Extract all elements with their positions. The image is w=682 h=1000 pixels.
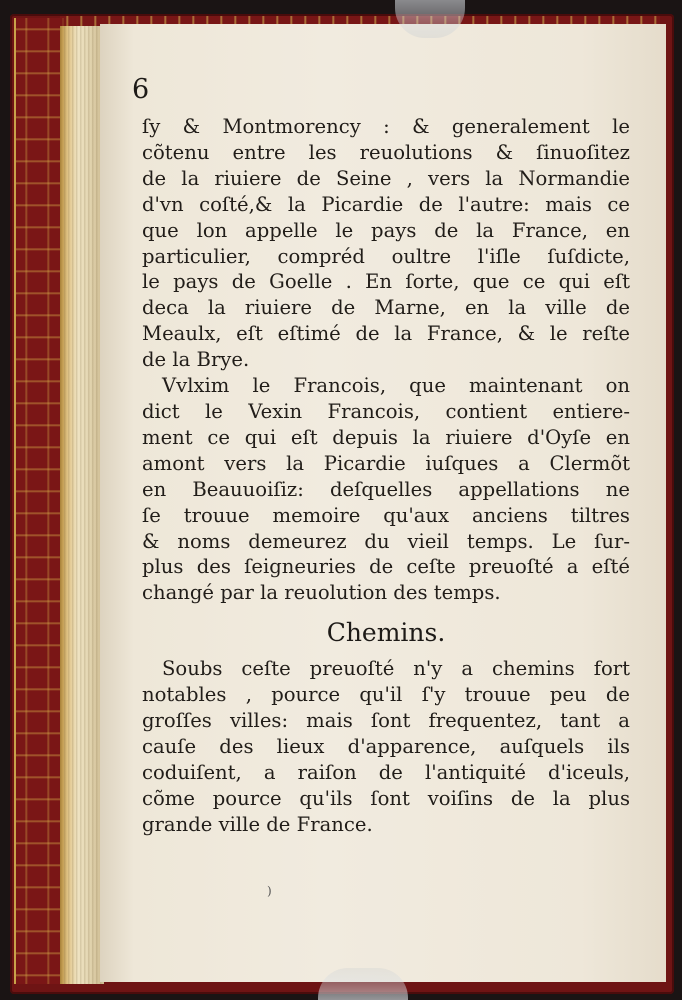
text-line: cõme pource qu'ils ſont voiſins de la plus: [142, 786, 630, 810]
text-line: deca la riuiere de Marne, en la ville de: [142, 296, 630, 320]
page-clip-bottom: [318, 968, 408, 1000]
text-line: le pays de Goelle . En ſorte, que ce qui eſt: [142, 270, 630, 294]
section-heading: Chemins.: [326, 618, 446, 648]
text-line: de la riuiere de Seine , vers la Normandie: [142, 166, 630, 190]
gilt-border-ornament: [14, 18, 64, 984]
text-line: d'vn coſté,& la Picardie de l'autre: mais ce: [142, 192, 630, 216]
text-line: Vvlxim le Francois, que maintenant on: [162, 374, 630, 398]
page-text: [142, 114, 630, 838]
text-line: grande ville de France.: [142, 812, 373, 836]
text-line: changé par la reuolution des temps.: [142, 581, 501, 605]
text-line: cõtenu entre les reuolutions & ſinuoſitez: [142, 140, 630, 164]
text-line: de la Brye.: [142, 348, 250, 372]
text-line: ſy & Montmorency : & generalement le: [142, 115, 630, 138]
text-line: groſſes villes: mais ſont frequentez, tant a: [142, 709, 630, 733]
text-line: ſe trouue memoire qu'aux anciens tiltres: [142, 503, 630, 527]
text-line: & noms demeurez du vieil temps. Le ſur-: [142, 529, 630, 553]
paragraph-2: [142, 373, 630, 606]
text-line: notables , pource qu'il ſ'y trouue peu de: [142, 683, 630, 707]
text-line: Soubs ceſte preuoſté n'y a chemins fort: [162, 657, 630, 681]
paragraph-1: [142, 114, 630, 373]
text-line: en Beauuoiſiz: deſquelles appellations ne: [142, 477, 630, 501]
page-number: 6: [132, 74, 150, 105]
text-line: amont vers la Picardie iuſques a Clermõt: [142, 451, 630, 475]
text-line: particulier, compréd oultre l'iſle ſuſdicte,: [142, 244, 630, 268]
text-line: plus des ſeigneuries de ceſte preuoſté a eſté: [142, 555, 630, 579]
text-line: cauſe des lieux d'apparence, auſquels ils: [142, 734, 630, 758]
page-block-edges: [60, 26, 104, 984]
text-line: dict le Vexin Francois, contient entiere-: [142, 399, 630, 423]
text-line: coduiſent, a raiſon de l'antiquité d'iceuls,: [142, 760, 630, 784]
text-line: Meaulx, eſt eſtimé de la France, & le reſte: [142, 322, 630, 346]
text-line: que lon appelle le pays de la France, en: [142, 218, 630, 242]
text-line: ment ce qui eſt depuis la riuiere d'Oyſe en: [142, 425, 630, 449]
stray-mark: ): [267, 884, 272, 898]
paragraph-3: [142, 656, 630, 837]
